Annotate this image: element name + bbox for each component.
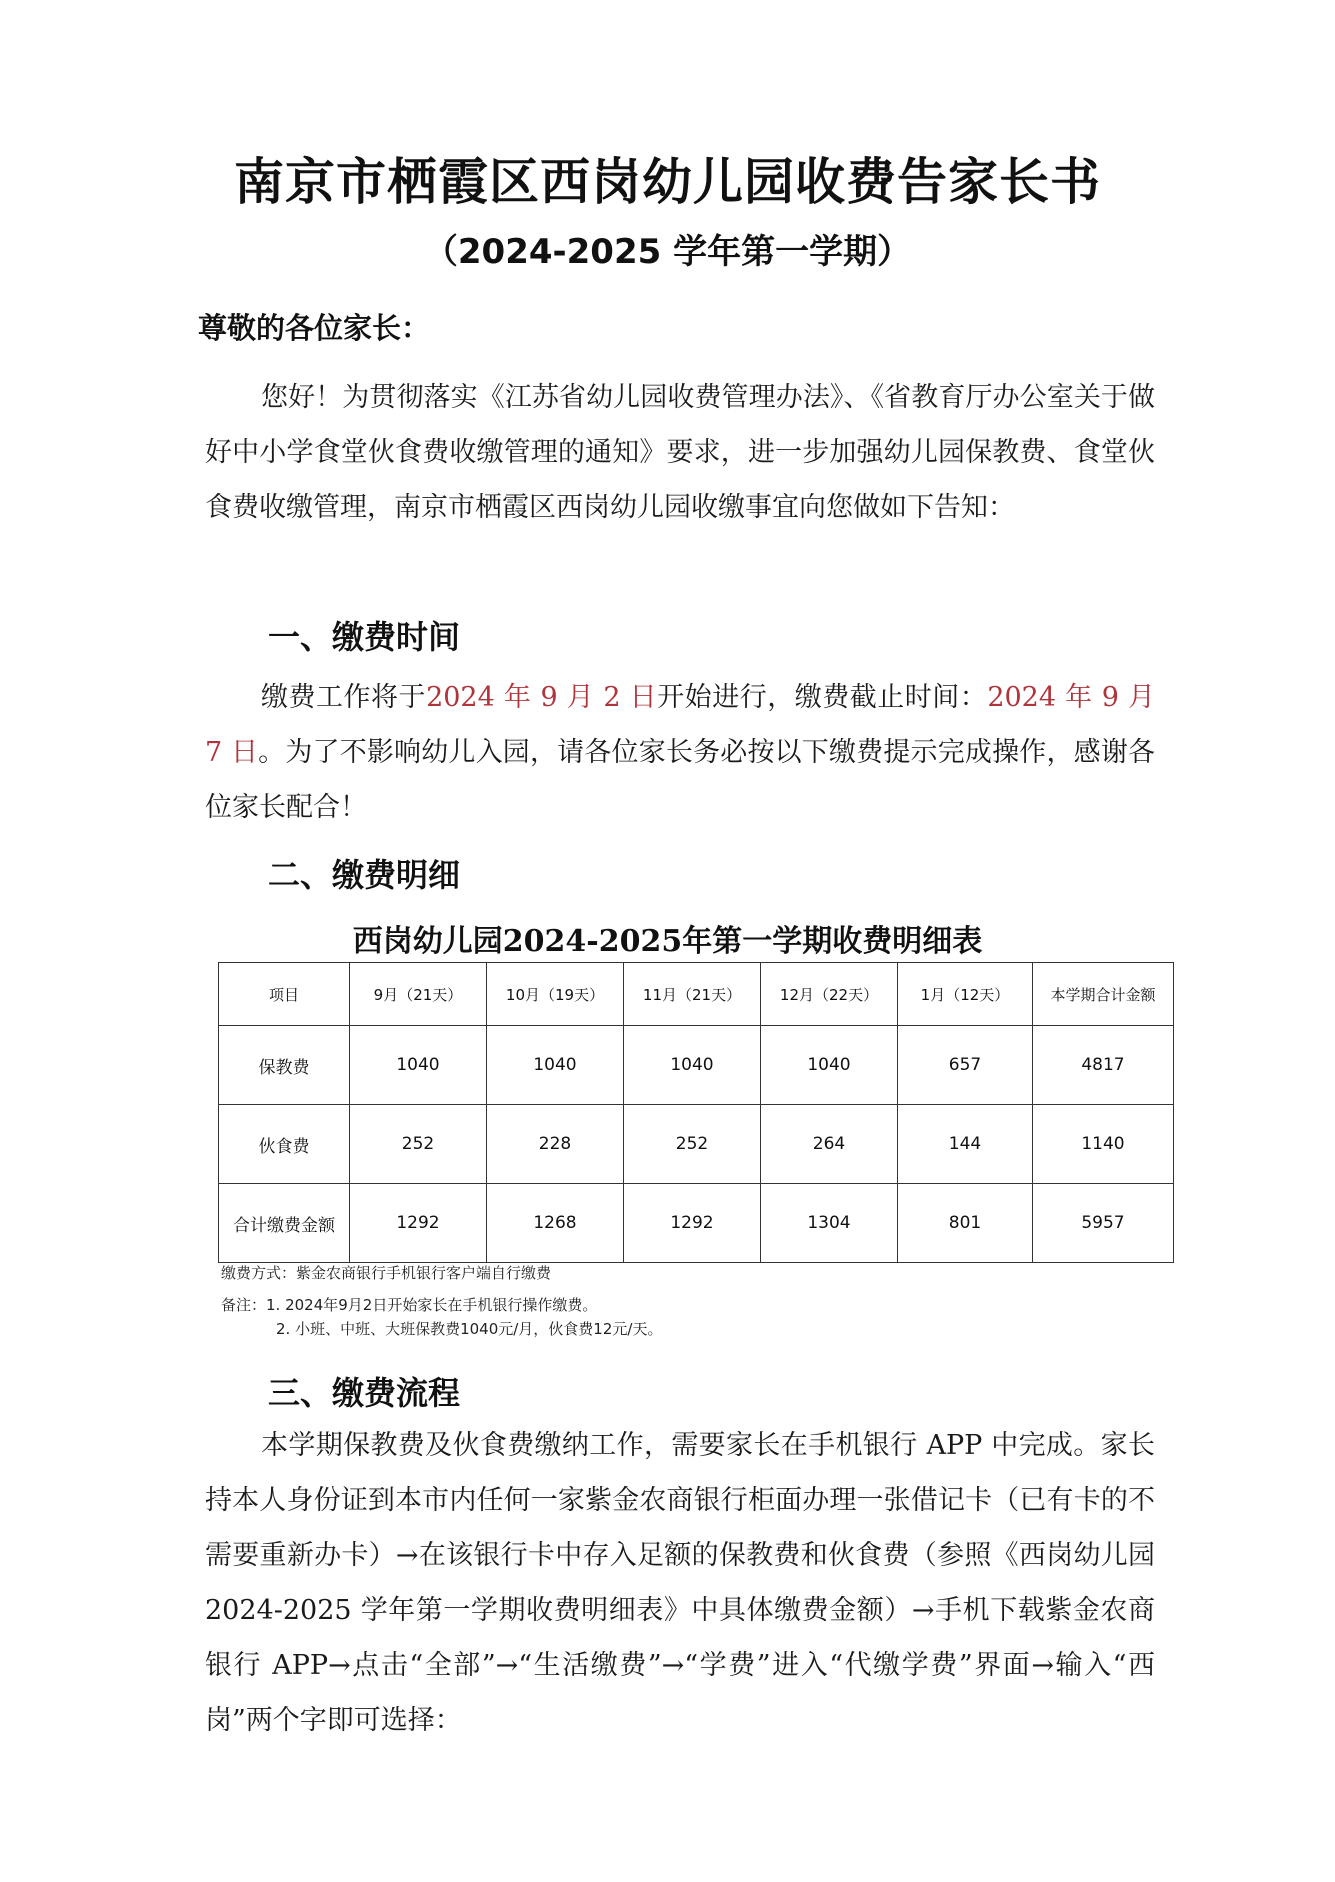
- row-label: 合计缴费金额: [219, 1184, 350, 1263]
- table-cell: 1040: [350, 1026, 487, 1105]
- table-cell: 5957: [1033, 1184, 1174, 1263]
- table-cell: 252: [624, 1105, 761, 1184]
- fee-table-title: 西岗幼儿园2024-2025年第一学期收费明细表: [352, 924, 983, 959]
- table-row: [219, 1105, 1174, 1184]
- table-cell: 252: [350, 1105, 487, 1184]
- remark-note-1: 备注：1. 2024年9月2日开始家长在手机银行操作缴费。: [221, 1296, 598, 1314]
- intro-paragraph: 您好！为贯彻落实《江苏省幼儿园收费管理办法》、《省教育厅办公室关于做好中小学食堂伙食费收缴管理的通知》要求，进一步加强幼儿园保教费、食堂伙食费收缴管理，南京市栖霞区西岗幼儿园收缴事宜向您做如下告知：: [205, 382, 1155, 523]
- table-cell: 1292: [624, 1184, 761, 1263]
- document-title: 南京市栖霞区西岗幼儿园收费告家长书: [234, 153, 1101, 211]
- payment-process-paragraph: 本学期保教费及伙食费缴纳工作，需要家长在手机银行 APP 中完成。家长持本人身份证到本市内任何一家紫金农商银行柜面办理一张借记卡（已有卡的不需要重新办卡）→在该银行卡中存入足额的保教费和伙食费（参照《西岗幼儿园2024-2025 学年第一学期收费明细表》中具体缴费金额）→手机下载紫金农商银行 APP→点击“全部”→“生活缴费”→“学费”进入“代缴学费”界面→输入“西岗”两个字即可选择：: [205, 1430, 1155, 1736]
- payment-time-text-1: 缴费工作将于: [261, 682, 427, 713]
- row-label: 保教费: [219, 1026, 350, 1105]
- document-subtitle: （2024-2025 学年第一学期）: [423, 232, 912, 272]
- table-cell: 1268: [487, 1184, 624, 1263]
- payment-time-text-3: 。为了不影响幼儿入园，请各位家长务必按以下缴费提示完成操作，感谢各位家长配合！: [205, 737, 1156, 823]
- start-date: 2024 年 9 月 2 日: [426, 682, 658, 713]
- end-date: 2024 年 9 月 7 日: [205, 682, 1156, 768]
- table-cell: 801: [898, 1184, 1033, 1263]
- table-cell: 1040: [624, 1026, 761, 1105]
- table-header-row: [219, 963, 1174, 1026]
- remark-note-2: 2. 小班、中班、大班保教费1040元/月，伙食费12元/天。: [276, 1320, 663, 1338]
- table-cell: 1040: [761, 1026, 898, 1105]
- salutation: 尊敬的各位家长：: [198, 311, 431, 345]
- table-row: [219, 1026, 1174, 1105]
- payment-time-text-2: 开始进行，缴费截止时间：: [657, 682, 988, 713]
- table-row: [219, 1184, 1174, 1263]
- table-cell: 1292: [350, 1184, 487, 1263]
- column-header: 11月（21天）: [624, 963, 761, 1026]
- table-cell: 228: [487, 1105, 624, 1184]
- section-heading-payment-process: 三、缴费流程: [268, 1374, 461, 1412]
- table-cell: 657: [898, 1026, 1033, 1105]
- table-cell: 264: [761, 1105, 898, 1184]
- payment-method-note: 缴费方式：紫金农商银行手机银行客户端自行缴费: [221, 1264, 552, 1282]
- section-heading-payment-details: 二、缴费明细: [268, 856, 461, 894]
- column-header: 12月（22天）: [761, 963, 898, 1026]
- table-cell: 1304: [761, 1184, 898, 1263]
- column-header: 本学期合计金额: [1033, 963, 1174, 1026]
- column-header: 10月（19天）: [487, 963, 624, 1026]
- table-cell: 144: [898, 1105, 1033, 1184]
- section-heading-payment-time: 一、缴费时间: [268, 618, 461, 656]
- table-cell: 4817: [1033, 1026, 1174, 1105]
- fee-table: [218, 962, 1174, 1263]
- table-cell: 1040: [487, 1026, 624, 1105]
- column-header: 9月（21天）: [350, 963, 487, 1026]
- payment-time-paragraph: [205, 670, 1155, 835]
- column-header: 项目: [219, 963, 350, 1026]
- table-cell: 1140: [1033, 1105, 1174, 1184]
- row-label: 伙食费: [219, 1105, 350, 1184]
- column-header: 1月（12天）: [898, 963, 1033, 1026]
